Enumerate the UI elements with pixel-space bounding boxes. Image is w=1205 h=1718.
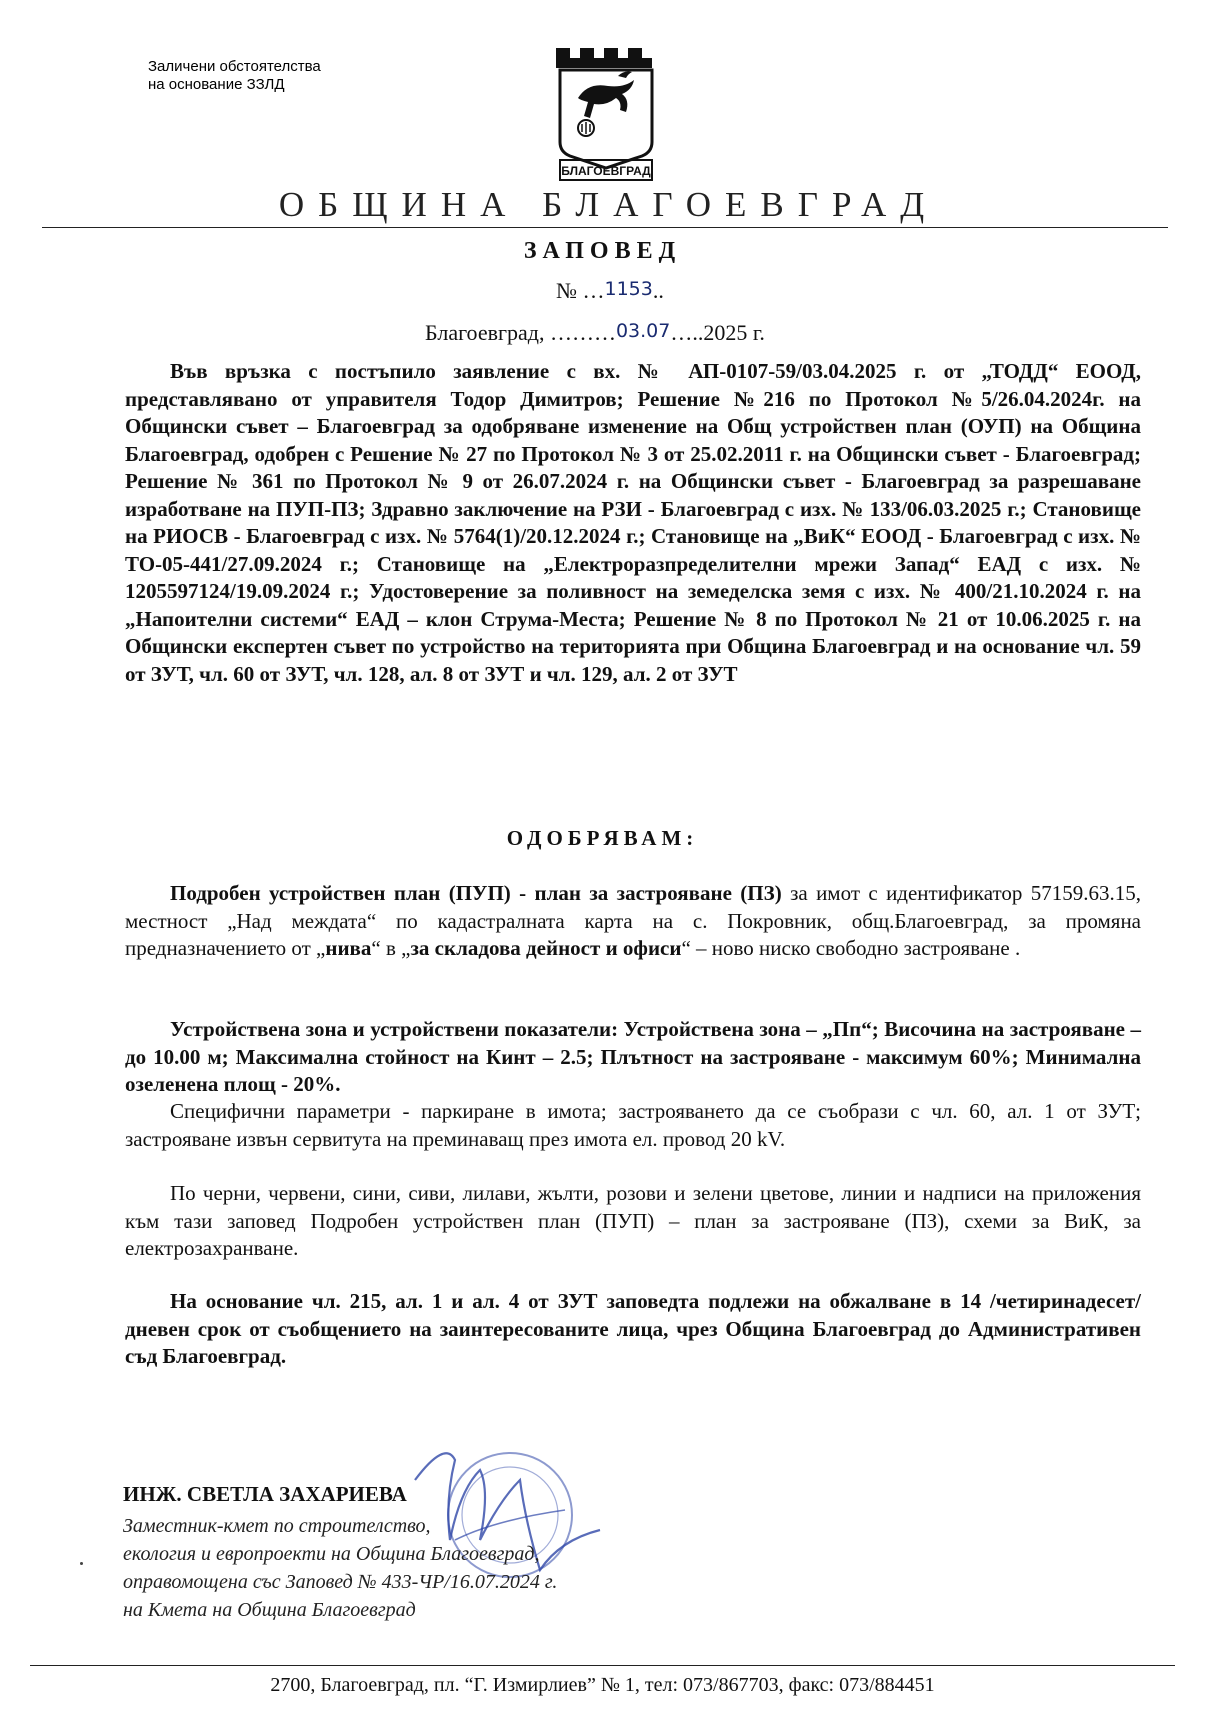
footer-address: 2700, Благоевград, пл. “Г. Измирлиев” № 1, тел: 073/867703, факс: 073/884451 (270, 1674, 935, 1696)
order-place: Благоевград, ……… (425, 320, 616, 345)
crest-text: БЛАГОЕВГРАД (561, 164, 651, 178)
signatory-title (123, 1512, 557, 1624)
signatory-name: ИНЖ. СВЕТЛА ЗАХАРИЕВА (123, 1482, 407, 1506)
decision-p1-text-b: “ в „ (371, 936, 411, 960)
preamble-paragraph: Във връзка с постъпило заявление с вх. № АП-0107-59/03.04.2025 г. от „ТОДД“ ЕООД, представлявано от управителя Тодор Димитров; Решение №216 по Протокол №5/26.04.2024г. на Общински съвет – Благоевград за одобряване изменение на Общ устройствен план (ОУП) на Община Благоевград, одобрен с Решение № 27 по Протокол № 3 от 25.02.2011 г. на Общински съвет - Благоевград; Решение № 361 по Протокол № 9 от 26.07.2024 г. на Общински съвет - Благоевград за разрешаване изработване на ПУП-ПЗ; Здравно заключение на РЗИ - Благоевград с изх. № 133/06.03.2025 г.; Становище на РИОСВ - Благоевград с изх. № 5764(1)/20.12.2024 г.; Становище на „ВиК“ ЕООД - Благоевград с изх. № ТО-05-441/27.09.2024 г.; Становище на „Електроразпределителни мрежи Запад“ ЕАД с изх. № 1205597124/19.09.2024 г.; Удостоверение за поливност на земеделска земя с изх. № 400/21.10.2024 г. на „Напоителни системи“ ЕАД – клон Струма-Места; Решение № 8 по Протокол № 21 от 10.06.2025 г. на Общински експертен съвет по устройство на територията при Община Благоевград и на основание чл. 59 от ЗУТ, чл. 60 от ЗУТ, чл. 128, ал. 8 от ЗУТ и чл. 129, ал. 2 от ЗУТ (125, 359, 1141, 686)
decision-p1-purpose: за складова дейност и офиси (410, 936, 682, 960)
decision-heading: ОДОБРЯВАМ: (506, 826, 699, 850)
redaction-note-line2: на основание ЗЗЛД (148, 76, 285, 93)
decision-paragraph-1 (125, 880, 1141, 963)
signatory-title-line4: на Кмета на Община Благоевград (123, 1599, 416, 1621)
footer-divider (30, 1665, 1175, 1666)
decision-p1-niva: нива (325, 936, 372, 960)
decision-paragraph-2: Устройствена зона и устройствени показатели: Устройствена зона – „Пп“; Височина на застрояване – до 10.00 м; Максимална стойност на Кинт – 2.5; Плътност на застрояване - максимум 60%; Минимална озеленена площ - 20%. (125, 1017, 1141, 1096)
order-date-handwritten: 03.07 (615, 320, 671, 342)
document-type: ЗАПОВЕД (523, 238, 682, 264)
header-divider (42, 227, 1168, 228)
blagoevgrad-coat-of-arms-icon (548, 46, 664, 184)
order-number-handwritten: 1153 (604, 278, 653, 300)
municipality-title: ОБЩИНА БЛАГОЕВГРАД (278, 185, 939, 224)
redaction-note-line1: Заличени обстоятелства (148, 58, 321, 75)
decision-p1-text-a: за имот с идентификатор 57159.63.15, местност „Над междата“ по кадастралната карта на с. Покровник, общ.Благоевград, за промяна предназначението от „ (125, 881, 1141, 960)
decision-p1-text-c: “ – ново ниско свободно застрояване . (681, 936, 1021, 960)
scan-speck (80, 1562, 83, 1565)
plan-title: Подробен устройствен план (ПУП) - план за застрояване (ПЗ) (170, 881, 782, 905)
signatory-title-line2: екология и европроекти на Община Благоевград, (123, 1543, 540, 1565)
order-place-date (425, 320, 765, 346)
order-date-suffix: …..2025 г. (670, 320, 765, 345)
appeal-paragraph: На основание чл. 215, ал. 1 и ал. 4 от ЗУТ заповедта подлежи на обжалване в 14 /четиринадесет/ дневен срок от съобщението на заинтересованите лица, чрез Община Благоевград до Административен съд Благоевград. (125, 1289, 1141, 1368)
redaction-note (148, 58, 321, 94)
order-number (556, 278, 664, 304)
decision-paragraph-3: Специфични параметри - паркиране в имота; застрояването да се съобрази с чл. 60, ал. 1 от ЗУТ; застрояване извън сервитута на преминаващ през имота ел. провод 20 kV. (125, 1099, 1141, 1151)
order-number-suffix: .. (652, 278, 664, 303)
order-number-prefix: № … (556, 278, 605, 303)
signatory-title-line3: оправомощена със Заповед № 433-ЧР/16.07.2024 г. (123, 1571, 558, 1593)
decision-paragraph-4: По черни, червени, сини, сиви, лилави, жълти, розови и зелени цветове, линии и надписи на приложения към тази заповед Подробен устройствен план (ПУП) – план за застрояване (ПЗ), схеми за ВиК, за електрозахранване. (125, 1181, 1141, 1260)
signatory-title-line1: Заместник-кмет по строителство, (123, 1515, 431, 1537)
